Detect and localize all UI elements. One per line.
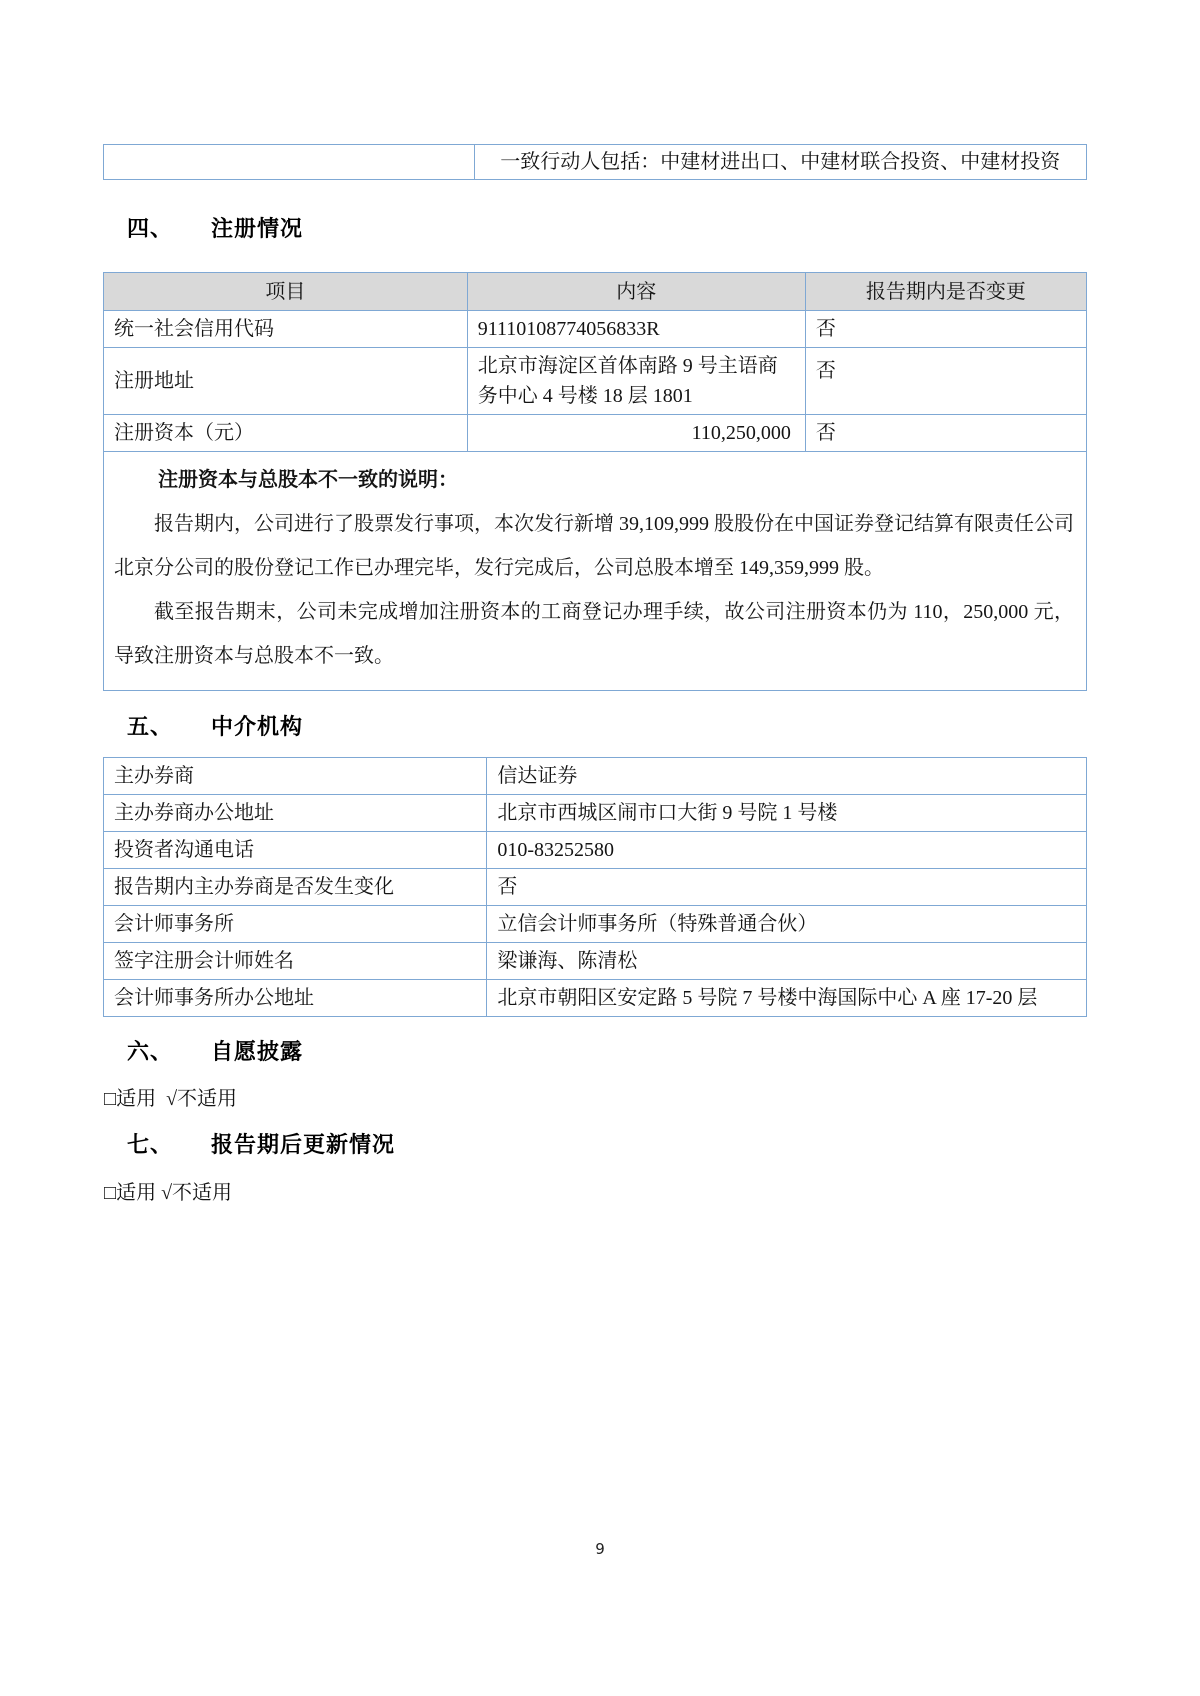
registration-table-header-row	[104, 273, 1087, 311]
row-item-value: 北京市海淀区首体南路 9 号主语商务中心 4 号楼 18 层 1801	[467, 348, 805, 415]
section-number: 四、	[127, 216, 174, 241]
registration-table	[103, 272, 1087, 691]
row-value: 立信会计师事务所（特殊普通合伙）	[487, 906, 1087, 943]
section-heading-voluntary	[127, 1035, 303, 1066]
section-title: 自愿披露	[211, 1039, 304, 1064]
note-title: 注册资本与总股本不一致的说明：	[158, 469, 458, 491]
row-label: 主办券商	[104, 758, 487, 795]
row-value: 梁谦海、陈清松	[487, 943, 1087, 980]
note-paragraph: 截至报告期末，公司未完成增加注册资本的工商登记办理手续，故公司注册资本仍为 110，250,000 元，导致注册资本与总股本不一致。	[114, 601, 1074, 667]
table-row	[104, 348, 1087, 415]
row-label: 主办券商办公地址	[104, 795, 487, 832]
row-value: 北京市西城区闹市口大街 9 号院 1 号楼	[487, 795, 1087, 832]
col-header-changed: 报告期内是否变更	[805, 273, 1086, 311]
table-row	[104, 832, 1087, 869]
row-item-value: 91110108774056833R	[467, 311, 805, 348]
section-title: 中介机构	[211, 714, 304, 739]
section-number: 七、	[127, 1132, 174, 1157]
note-cell	[104, 452, 1087, 691]
table-row	[104, 943, 1087, 980]
continuation-table	[103, 144, 1087, 180]
row-label: 报告期内主办券商是否发生变化	[104, 869, 487, 906]
table-row	[104, 415, 1087, 452]
row-label: 会计师事务所办公地址	[104, 980, 487, 1017]
section-heading-post-period	[127, 1128, 395, 1159]
row-value: 否	[487, 869, 1087, 906]
table-row	[104, 795, 1087, 832]
continuation-cell-empty	[104, 145, 475, 180]
row-item-label: 注册地址	[104, 348, 468, 415]
row-item-label: 注册资本（元）	[104, 415, 468, 452]
table-row	[104, 980, 1087, 1017]
section-number: 五、	[127, 714, 174, 739]
section-title: 注册情况	[211, 216, 304, 241]
row-item-changed: 否	[805, 415, 1086, 452]
table-note-row	[104, 452, 1087, 691]
row-value: 北京市朝阳区安定路 5 号院 7 号楼中海国际中心 A 座 17-20 层	[487, 980, 1087, 1017]
table-row	[104, 311, 1087, 348]
section-heading-registration	[127, 212, 303, 243]
row-label: 投资者沟通电话	[104, 832, 487, 869]
page-number: 9	[595, 1540, 605, 1558]
table-row	[104, 758, 1087, 795]
section-heading-intermediary	[127, 710, 303, 741]
applicability-options: □适用 √不适用	[104, 1182, 233, 1204]
note-paragraph: 报告期内，公司进行了股票发行事项，本次发行新增 39,109,999 股股份在中国证券登记结算有限责任公司北京分公司的股份登记工作已办理完毕，发行完成后，公司总股本增至 149,359,999 股。	[114, 513, 1074, 579]
row-item-changed: 否	[805, 348, 1086, 415]
table-row	[104, 869, 1087, 906]
table-row	[104, 906, 1087, 943]
row-value: 010-83252580	[487, 832, 1087, 869]
row-label: 签字注册会计师姓名	[104, 943, 487, 980]
row-value: 信达证券	[487, 758, 1087, 795]
col-header-content: 内容	[467, 273, 805, 311]
section-number: 六、	[127, 1039, 174, 1064]
continuation-cell-text: 一致行动人包括：中建材进出口、中建材联合投资、中建材投资	[474, 145, 1086, 180]
row-item-value: 110,250,000	[467, 415, 805, 452]
applicability-options: □适用 √不适用	[104, 1088, 238, 1110]
section-title: 报告期后更新情况	[211, 1132, 396, 1157]
row-item-label: 统一社会信用代码	[104, 311, 468, 348]
row-item-changed: 否	[805, 311, 1086, 348]
row-label: 会计师事务所	[104, 906, 487, 943]
intermediary-table	[103, 757, 1087, 1017]
col-header-item: 项目	[104, 273, 468, 311]
